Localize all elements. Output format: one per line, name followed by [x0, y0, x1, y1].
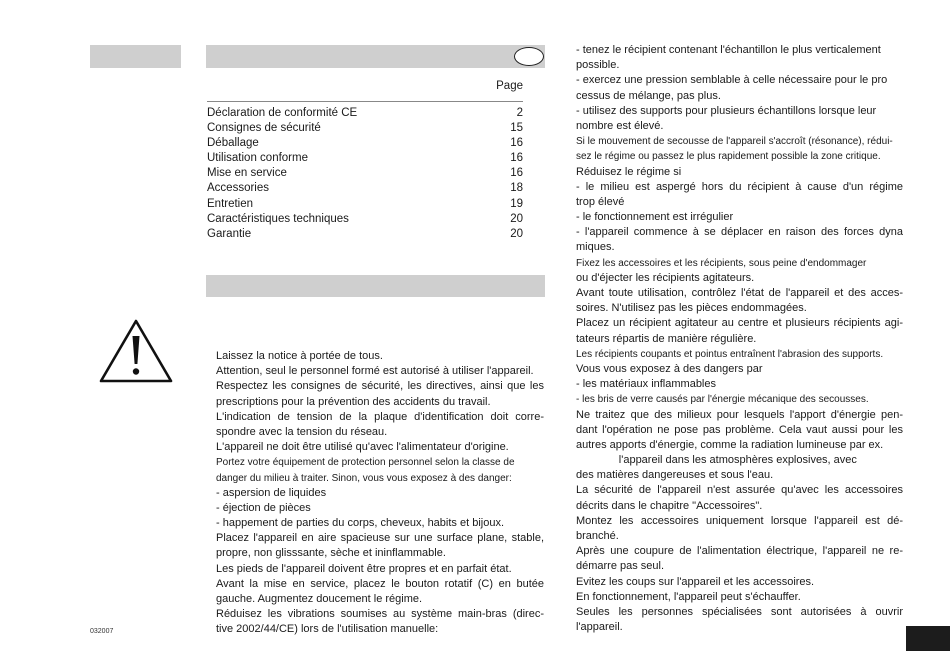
- toc-row[interactable]: [207, 198, 523, 213]
- text-line: branché.: [576, 530, 619, 542]
- safety-header-bar: [206, 275, 545, 297]
- toc-row[interactable]: [207, 167, 523, 182]
- text-line: Fixez les accessoires et les récipients, sous peine d'endommager: [576, 257, 867, 269]
- toc-entry-page: 2: [516, 107, 523, 119]
- text-line: Les récipients coupants et pointus entraînent l'abrasion des supports.: [576, 348, 884, 360]
- text-line: - les matériaux inflammables: [576, 378, 716, 391]
- text-line: sez le régime ou passez le plus rapidement possible la zone critique.: [576, 151, 881, 163]
- text-line: tateurs répartis de manière régulière.: [576, 332, 757, 345]
- text-line: Laissez la notice à portée de tous.: [216, 350, 383, 362]
- toc-header-bar: [206, 45, 545, 68]
- text-line: trop élevé: [576, 195, 625, 208]
- text-line: - happement de parties du corps, cheveux, habits et bijoux.: [216, 517, 505, 530]
- toc-entry-title: Déballage: [207, 137, 259, 149]
- section-tab-left: [90, 45, 181, 68]
- text-line: Avant la mise en service, placez le bouton rotatif (C) en butée: [216, 577, 544, 590]
- toc-row[interactable]: [207, 182, 523, 197]
- text-line: Montez les accessoires uniquement lorsque l'appareil est dé-: [576, 514, 903, 527]
- text-line: - le fonctionnement est irrégulier: [576, 211, 734, 224]
- toc-page-header: Page: [496, 80, 523, 92]
- text-line: Seules les personnes spécialisées sont autorisées à ouvrir: [576, 605, 903, 618]
- text-line: La sécurité de l'appareil n'est assurée qu'avec les accessoires: [576, 484, 903, 497]
- text-line: Portez votre équipement de protection personnel selon la classe de: [216, 457, 515, 469]
- warning-triangle-icon: [98, 318, 174, 384]
- toc-entry-title: Entretien: [207, 198, 254, 210]
- toc-entry-page: 15: [510, 122, 523, 134]
- text-line: gauche. Augmentez doucement le régime.: [216, 593, 423, 605]
- toc-divider: [207, 101, 523, 102]
- text-line: Les pieds de l'appareil doivent être propres et en parfait état.: [216, 562, 512, 575]
- toc-row[interactable]: [207, 137, 523, 152]
- text-line: - le milieu est aspergé hors du récipient à cause d'un régime: [576, 180, 903, 193]
- text-line: Ne traitez que des milieux pour lesquels l'apport d'énergie pen-: [576, 408, 903, 421]
- text-line: l'appareil.: [576, 621, 623, 634]
- toc-row[interactable]: [207, 107, 523, 122]
- text-line: Réduisez les vibrations soumises au système main-bras (direc-: [216, 608, 544, 621]
- toc-entry-page: 16: [510, 152, 523, 164]
- toc-row[interactable]: [207, 152, 523, 167]
- safety-text-left: [216, 349, 544, 638]
- oval-badge-icon: [514, 47, 544, 66]
- text-line: - utilisez des supports pour plusieurs échantillons lorsque leur: [576, 104, 877, 117]
- toc-row[interactable]: [207, 228, 523, 243]
- toc-entry-page: 18: [510, 182, 523, 194]
- text-line: possible.: [576, 59, 620, 72]
- text-line: Après une coupure de l'alimentation électrique, l'appareil ne re-: [576, 545, 903, 558]
- text-line: Evitez les coups sur l'appareil et les accessoires.: [576, 575, 815, 588]
- text-line: miques.: [576, 241, 615, 254]
- toc-entry-title: Caractéristiques techniques: [207, 213, 349, 225]
- text-line: dant l'opération ne pose pas problème. Cela vaut aussi pour les: [576, 423, 903, 436]
- toc-entry-title: Consignes de sécurité: [207, 122, 321, 134]
- toc-entry-page: 19: [510, 198, 523, 210]
- text-line: Respectez les consignes de sécurité, les directives, ainsi que les: [216, 380, 544, 393]
- text-line: décrits dans le chapitre "Accessoires".: [576, 499, 763, 512]
- text-line: ou d'éjecter les récipients agitateurs.: [576, 271, 755, 284]
- text-line: - aspersion de liquides: [216, 486, 327, 499]
- page-corner-block: [906, 626, 950, 651]
- text-line: - l'appareil commence à se déplacer en raison des forces dyna: [576, 226, 903, 239]
- text-line: Placez un récipient agitateur au centre et plusieurs récipients agi-: [576, 317, 903, 330]
- toc-row[interactable]: [207, 213, 523, 228]
- footer-doc-code: 032007: [90, 628, 114, 635]
- text-line: l'appareil dans les atmosphères explosives, avec: [576, 454, 857, 467]
- text-line: Avant toute utilisation, contrôlez l'état de l'appareil et des acces-: [576, 287, 903, 299]
- text-line: - exercez une pression semblable à celle nécessaire pour le pro: [576, 74, 888, 87]
- text-line: propre, non glisssante, sèche et ininflammable.: [216, 547, 446, 560]
- text-line: - éjection de pièces: [216, 501, 311, 514]
- text-line: Si le mouvement de secousse de l'appareil s'accroît (résonance), rédui-: [576, 136, 893, 148]
- text-line: prescriptions pour la prévention des accidents du travail.: [216, 395, 491, 408]
- toc-entry-title: Accessories: [207, 182, 269, 194]
- toc-entry-title: Mise en service: [207, 167, 287, 179]
- text-line: Réduisez le régime si: [576, 165, 682, 178]
- text-line: Placez l'appareil en aire spacieuse sur une surface plane, stable,: [216, 532, 544, 545]
- text-line: spondre avec la tension du réseau.: [216, 425, 388, 438]
- safety-text-right: [576, 43, 903, 635]
- text-line: - tenez le récipient contenant l'échantillon le plus verticalement: [576, 44, 881, 56]
- text-line: Vous vous exposez à des dangers par: [576, 362, 763, 375]
- text-line: autres apports d'énergie, comme la radiation lumineuse par ex.: [576, 438, 884, 451]
- toc-entry-page: 20: [510, 228, 523, 240]
- text-line: danger du milieu à traiter. Sinon, vous vous exposez à des danger:: [216, 472, 512, 484]
- toc-entry-page: 16: [510, 137, 523, 149]
- toc-entry-page: 16: [510, 167, 523, 179]
- toc-entry-title: Déclaration de conformité CE: [207, 107, 358, 119]
- text-line: des matières dangereuses et sous l'eau.: [576, 469, 774, 482]
- toc-entry-title: Utilisation conforme: [207, 152, 308, 164]
- toc-entry-page: 20: [510, 213, 523, 225]
- toc-entry-title: Garantie: [207, 228, 252, 240]
- text-line: nombre est élevé.: [576, 119, 664, 132]
- text-line: tive 2002/44/CE) lors de l'utilisation manuelle:: [216, 623, 439, 636]
- toc-row[interactable]: [207, 122, 523, 137]
- text-line: Attention, seul le personnel formé est autorisé à utiliser l'appareil.: [216, 365, 534, 378]
- text-line: cessus de mélange, pas plus.: [576, 89, 721, 102]
- text-line: démarre pas seul.: [576, 560, 665, 573]
- text-line: soires. N'utilisez pas les pièces endommagées.: [576, 302, 807, 315]
- text-line: L'appareil ne doit être utilisé qu'avec l'alimentateur d'origine.: [216, 441, 509, 454]
- text-line: En fonctionnement, l'appareil peut s'échauffer.: [576, 590, 801, 603]
- text-line: - les bris de verre causés par l'énergie mécanique des secousses.: [576, 394, 869, 406]
- text-line: L'indication de tension de la plaque d'identification doit corre-: [216, 410, 544, 423]
